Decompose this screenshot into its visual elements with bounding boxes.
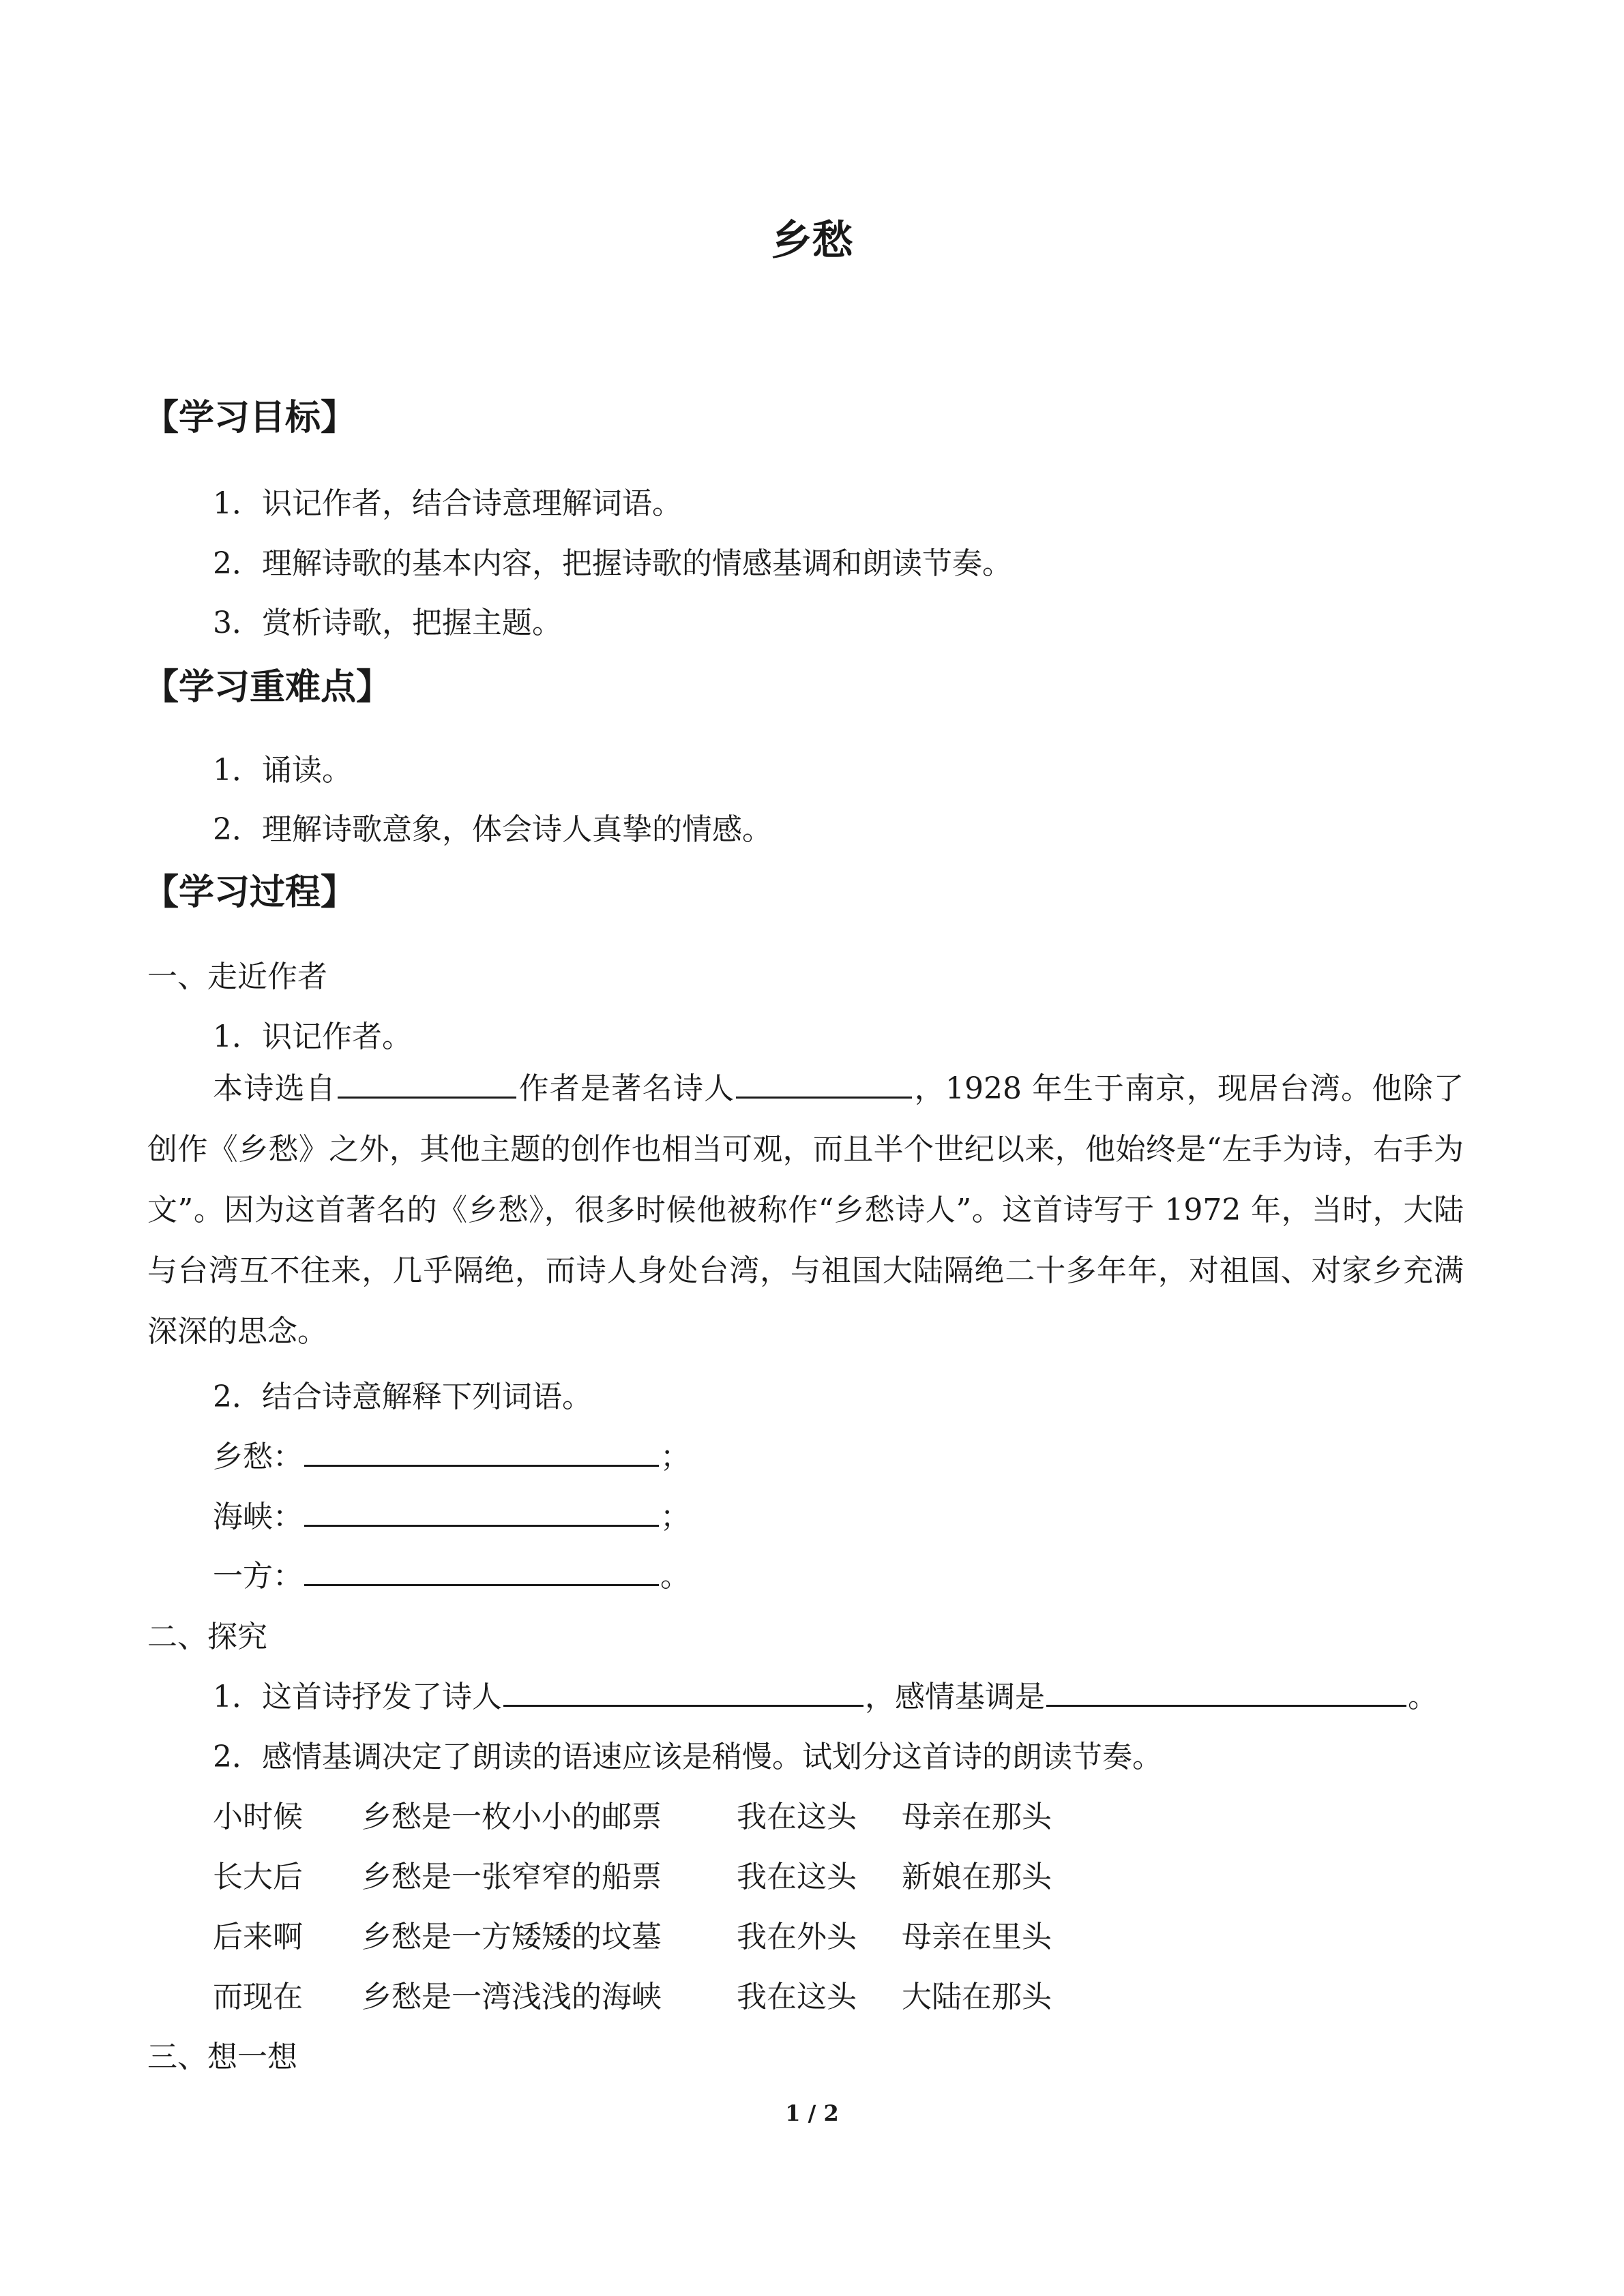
term-end: ； <box>660 1440 690 1474</box>
answer-blank[interactable] <box>1046 1675 1406 1707</box>
poem-cell: 小时候 <box>213 1800 303 1834</box>
answer-blank[interactable] <box>304 1495 659 1527</box>
section-heading-process: 【学习过程】 <box>143 872 357 913</box>
part-title: 二、探究 <box>147 1620 267 1654</box>
page-title: 乡愁 <box>771 217 853 265</box>
poem-cell: 新娘在那头 <box>902 1860 1052 1894</box>
question-text: 。 <box>1408 1680 1438 1714</box>
term-word: 海峡： <box>213 1500 303 1534</box>
poem-cell: 我在这头 <box>737 1980 857 2014</box>
term-word: 一方： <box>213 1559 303 1594</box>
key-point-item: 1．诵读。 <box>213 753 352 788</box>
poem-cell: 母亲在里头 <box>902 1920 1052 1954</box>
term-row <box>213 1551 690 1595</box>
part-title: 一、走近作者 <box>147 959 327 994</box>
question-text: ，感情基调是 <box>865 1680 1045 1714</box>
answer-blank[interactable] <box>304 1554 659 1586</box>
poem-cell: 乡愁是一张窄窄的船票 <box>361 1860 662 1894</box>
term-word: 乡愁： <box>213 1440 303 1474</box>
term-row <box>213 1492 690 1536</box>
poem-cell: 我在外头 <box>737 1920 857 1954</box>
question-text: 1．识记作者。 <box>213 1019 412 1054</box>
poem-cell: 乡愁是一湾浅浅的海峡 <box>361 1980 662 2014</box>
poem-cell: 而现在 <box>213 1980 303 2014</box>
poem-cell: 后来啊 <box>213 1920 303 1954</box>
intro-text: ，1928 年生于南京，现居台湾。他除了创作《乡愁》之外，其他主题的创作也相当可观，而且半个世纪以来，他始终是“左手为诗，右手为文”。因为这首著名的《乡愁》，很多时候他被称作“乡愁诗人”。这首诗写于 1972 年，当时，大陆与台湾互不往来，几乎隔绝，而诗人身处台湾，与祖国大陆隔绝二十多年年，对祖国、对家乡充满深深的思念。 <box>147 1071 1464 1349</box>
answer-blank[interactable] <box>736 1067 912 1099</box>
goal-item: 2．理解诗歌的基本内容，把握诗歌的情感基调和朗读节奏。 <box>213 546 1012 581</box>
goal-item: 1．识记作者，结合诗意理解词语。 <box>213 486 682 521</box>
poem-cell: 母亲在那头 <box>902 1800 1052 1834</box>
answer-blank[interactable] <box>503 1675 863 1707</box>
question-text: 2．感情基调决定了朗读的语速应该是稍慢。试划分这首诗的朗读节奏。 <box>213 1740 1162 1774</box>
poem-cell: 乡愁是一枚小小的邮票 <box>361 1800 662 1834</box>
answer-blank[interactable] <box>304 1435 659 1467</box>
term-row <box>213 1432 690 1476</box>
poem-cell: 长大后 <box>213 1860 303 1894</box>
page-number: 1 / 2 <box>785 2100 839 2126</box>
poem-cell: 我在这头 <box>737 1860 857 1894</box>
poem-cell: 我在这头 <box>737 1800 857 1834</box>
poem-cell: 乡愁是一方矮矮的坟墓 <box>361 1920 662 1954</box>
author-intro-paragraph <box>147 1058 1464 1362</box>
section-heading-goals: 【学习目标】 <box>143 398 357 438</box>
term-end: ； <box>660 1500 690 1534</box>
question-text: 2．结合诗意解释下列词语。 <box>213 1380 592 1414</box>
question-row <box>213 1672 1438 1716</box>
poem-cell: 大陆在那头 <box>902 1980 1052 2014</box>
section-heading-key-points: 【学习重难点】 <box>143 667 392 708</box>
intro-text: 作者是著名诗人 <box>518 1071 735 1106</box>
key-point-item: 2．理解诗歌意象，体会诗人真挚的情感。 <box>213 812 772 847</box>
term-end: 。 <box>660 1559 690 1594</box>
question-text: 1．这首诗抒发了诗人 <box>213 1680 502 1714</box>
part-title: 三、想一想 <box>147 2040 297 2074</box>
intro-text: 本诗选自 <box>213 1071 337 1106</box>
goal-item: 3．赏析诗歌，把握主题。 <box>213 606 562 640</box>
answer-blank[interactable] <box>338 1067 516 1099</box>
